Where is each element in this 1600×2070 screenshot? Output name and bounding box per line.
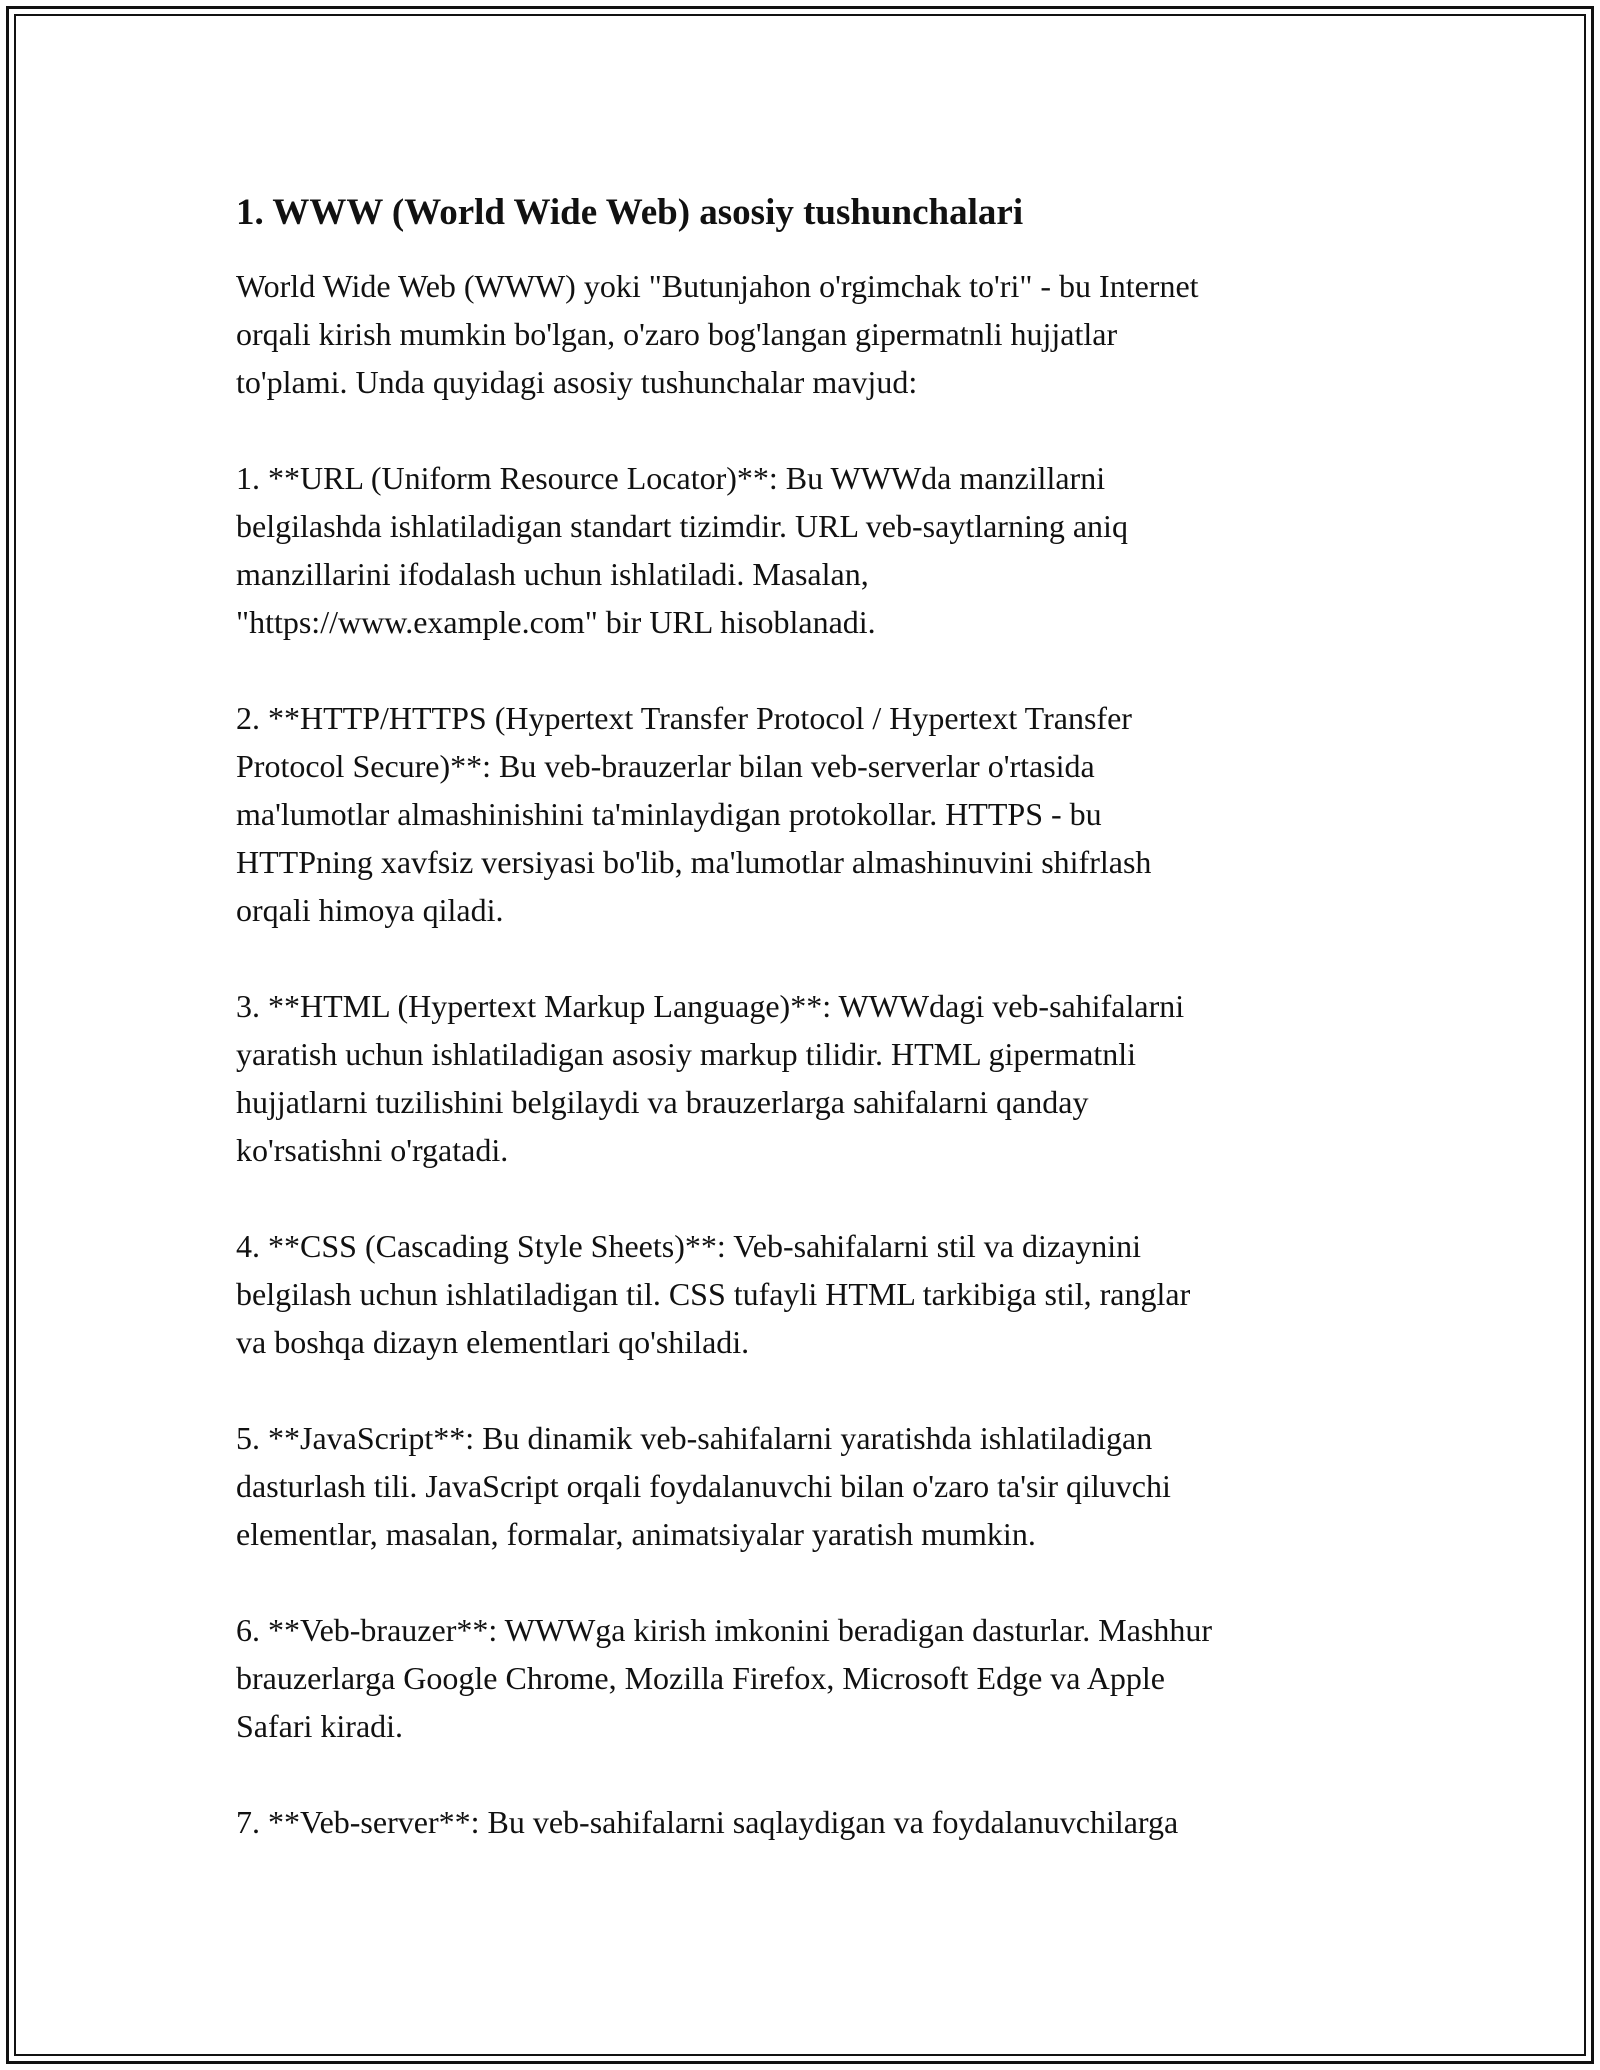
text-line: 5. **JavaScript**: Bu dinamik veb-sahifalarni yaratishda ishlatiladigan [236, 1420, 1153, 1456]
text-line: dasturlash tili. JavaScript orqali foydalanuvchi bilan o'zaro ta'sir qiluvchi [236, 1468, 1171, 1504]
text-line: va boshqa dizayn elementlari qo'shiladi. [236, 1324, 750, 1360]
text-line: 3. **HTML (Hypertext Markup Language)**: WWWdagi veb-sahifalarni [236, 988, 1185, 1024]
text-line: 1. **URL (Uniform Resource Locator)**: Bu WWWda manzillarni [236, 460, 1106, 496]
paragraph-html [236, 982, 1386, 1174]
paragraph-css [236, 1222, 1386, 1366]
text-line: belgilashda ishlatiladigan standart tizimdir. URL veb-saytlarning aniq [236, 508, 1128, 544]
text-line: brauzerlarga Google Chrome, Mozilla Firefox, Microsoft Edge va Apple [236, 1660, 1165, 1696]
text-line: ma'lumotlar almashinishini ta'minlaydigan protokollar. HTTPS - bu [236, 796, 1102, 832]
paragraph-server [236, 1798, 1386, 1846]
text-line: orqali himoya qiladi. [236, 892, 504, 928]
text-line: 6. **Veb-brauzer**: WWWga kirish imkonini beradigan dasturlar. Mashhur [236, 1612, 1213, 1648]
text-line: elementlar, masalan, formalar, animatsiyalar yaratish mumkin. [236, 1516, 1036, 1552]
text-line: yaratish uchun ishlatiladigan asosiy markup tilidir. HTML gipermatnli [236, 1036, 1136, 1072]
text-line: orqali kirish mumkin bo'lgan, o'zaro bog'langan gipermatnli hujjatlar [236, 316, 1118, 352]
paragraph-http [236, 694, 1386, 934]
text-line: ko'rsatishni o'rgatadi. [236, 1132, 509, 1168]
document-body [236, 190, 1386, 1894]
text-line: World Wide Web (WWW) yoki "Butunjahon o'rgimchak to'ri" - bu Internet [236, 268, 1199, 304]
text-line: HTTPning xavfsiz versiyasi bo'lib, ma'lumotlar almashinuvini shifrlash [236, 844, 1152, 880]
text-line: hujjatlarni tuzilishini belgilaydi va brauzerlarga sahifalarni qanday [236, 1084, 1089, 1120]
page-title: 1. WWW (World Wide Web) asosiy tushunchalari [236, 192, 1024, 233]
paragraph-intro [236, 262, 1386, 406]
text-line: Safari kiradi. [236, 1708, 404, 1744]
text-line: 4. **CSS (Cascading Style Sheets)**: Veb-sahifalarni stil va dizaynini [236, 1228, 1142, 1264]
text-line: manzillarini ifodalash uchun ishlatiladi. Masalan, [236, 556, 869, 592]
paragraph-url [236, 454, 1386, 646]
text-line: 2. **HTTP/HTTPS (Hypertext Transfer Protocol / Hypertext Transfer [236, 700, 1132, 736]
paragraph-javascript [236, 1414, 1386, 1558]
text-line: belgilash uchun ishlatiladigan til. CSS tufayli HTML tarkibiga stil, ranglar [236, 1276, 1191, 1312]
text-line: 7. **Veb-server**: Bu veb-sahifalarni saqlaydigan va foydalanuvchilarga [236, 1804, 1179, 1840]
paragraph-browser [236, 1606, 1386, 1750]
text-line: Protocol Secure)**: Bu veb-brauzerlar bilan veb-serverlar o'rtasida [236, 748, 1095, 784]
text-line: "https://www.example.com" bir URL hisoblanadi. [236, 604, 876, 640]
text-line: to'plami. Unda quyidagi asosiy tushunchalar mavjud: [236, 364, 918, 400]
